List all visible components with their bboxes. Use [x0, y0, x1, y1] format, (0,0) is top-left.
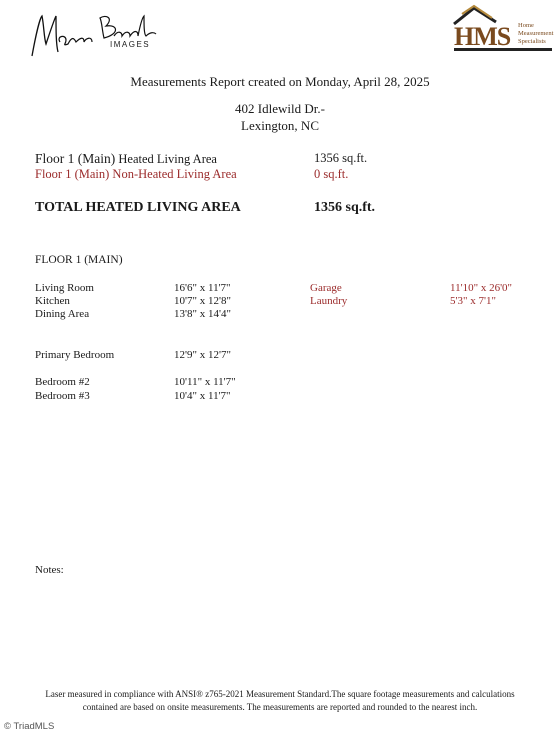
hms-logo: [452, 4, 556, 54]
room-dims: 12'9" x 12'7": [174, 349, 231, 361]
floor-heading: FLOOR 1 (MAIN): [35, 254, 123, 266]
heated-area-value: 1356 sq.ft.: [314, 151, 368, 165]
nonheated-room-dims: 11'10" x 26'0": [450, 282, 513, 294]
nonheated-room-dims: 5'3" x 7'1": [450, 295, 496, 307]
total-area-label: TOTAL HEATED LIVING AREA: [35, 200, 241, 215]
mls-credit: © TriadMLS: [4, 721, 55, 732]
room-dims: 16'6" x 11'7": [174, 282, 231, 294]
nonheated-room-name: Laundry: [310, 295, 348, 307]
footer-disclaimer: [30, 688, 530, 714]
room-name: Dining Area: [35, 308, 90, 320]
nonheated-area-value: 0 sq.ft.: [314, 167, 349, 181]
room-dims: 10'11" x 11'7": [174, 376, 236, 388]
report-title: Measurements Report created on Monday, April 28, 2025: [130, 74, 430, 89]
heated-area-suffix: Heated Living Area: [118, 152, 217, 166]
room-name: Kitchen: [35, 295, 70, 307]
notes-label: Notes:: [35, 564, 64, 576]
room-name: Living Room: [35, 282, 94, 294]
room-name: Bedroom #2: [35, 376, 90, 388]
address-city: Lexington, NC: [241, 118, 319, 133]
room-dims: 10'4" x 11'7": [174, 390, 231, 402]
marco-basile-logo: [26, 4, 166, 70]
heated-area-label: [35, 151, 217, 167]
address-street: 402 Idlewild Dr.-: [235, 101, 325, 116]
total-area-value: 1356 sq.ft.: [314, 200, 376, 215]
hms-abbr: HMS: [454, 22, 511, 51]
hms-line-2: Measurement: [518, 30, 554, 37]
nonheated-room-name: Garage: [310, 282, 342, 294]
room-name: Bedroom #3: [35, 390, 90, 402]
heated-area-prefix: Floor 1 (Main): [35, 151, 116, 166]
footer-line-2: contained are based on onsite measurements. The measurements are reported and rounded to the nearest inch.: [82, 702, 478, 712]
hms-line-3: Specialists: [518, 38, 546, 45]
room-dims: 13'8" x 14'4": [174, 308, 231, 320]
footer-line-1: Laser measured in compliance with ANSI® z765-2021 Measurement Standard.The square footage measurements and calculations: [45, 689, 515, 699]
room-name: Primary Bedroom: [35, 349, 115, 361]
logo-sub-text: IMAGES: [110, 40, 151, 49]
nonheated-area-label: Floor 1 (Main) Non-Heated Living Area: [35, 167, 237, 181]
room-dims: 10'7" x 12'8": [174, 295, 231, 307]
hms-line-1: Home: [518, 22, 534, 29]
